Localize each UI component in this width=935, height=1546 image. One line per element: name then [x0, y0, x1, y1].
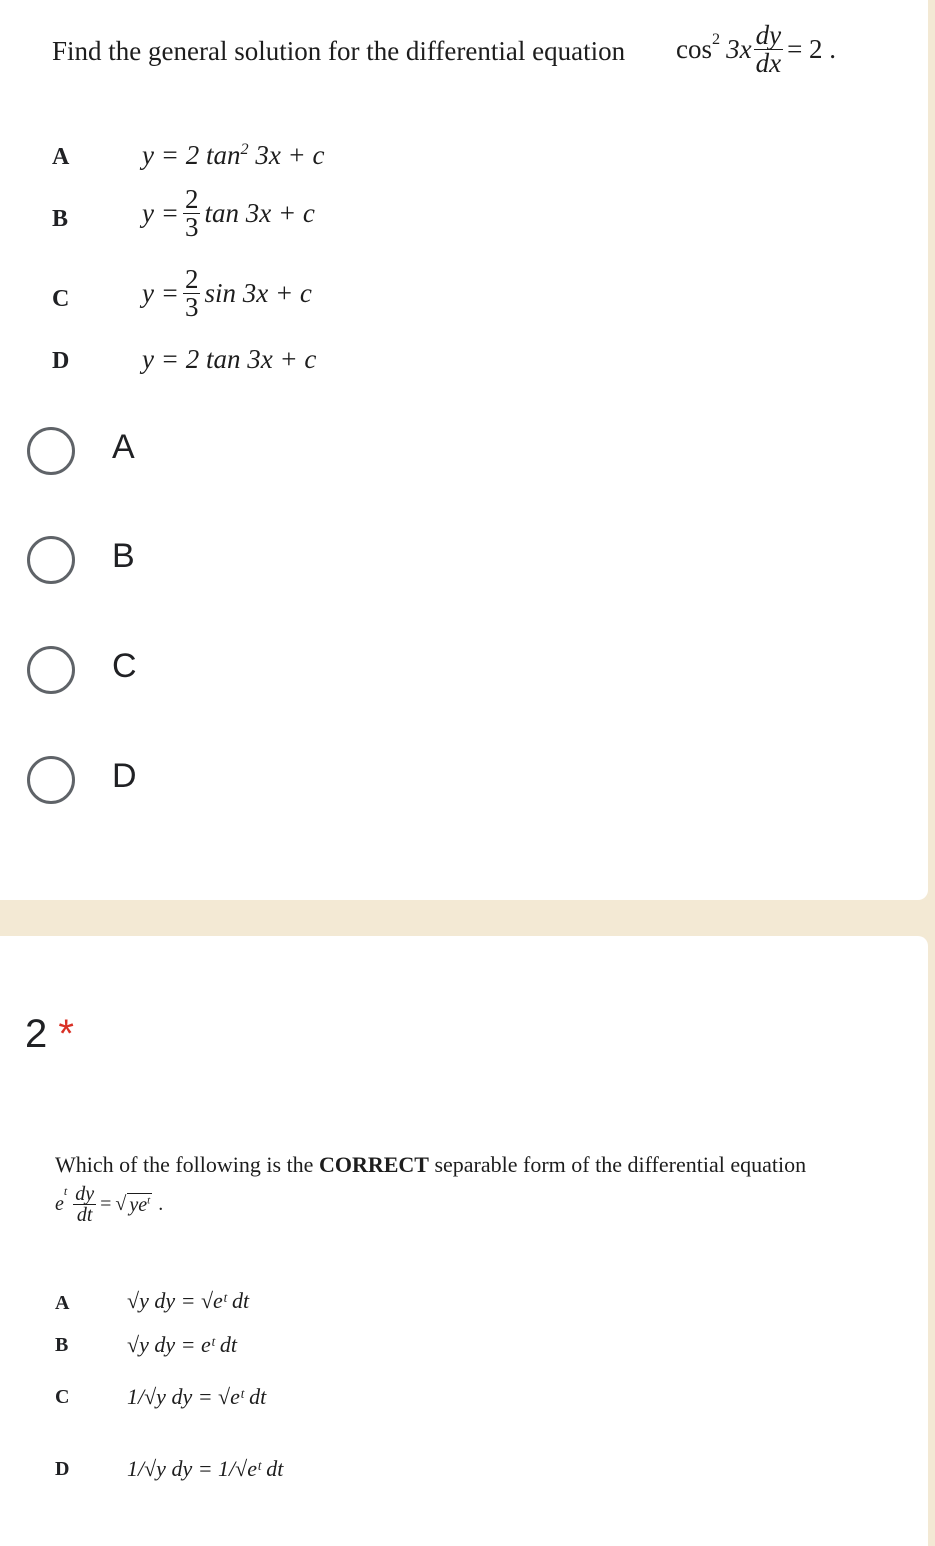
question-2-prompt: [55, 1152, 806, 1178]
eq2-fraction: [73, 1184, 96, 1225]
eq-cos: cos: [676, 34, 712, 64]
radio-label-b[interactable]: B: [112, 537, 135, 575]
option-a-letter: A: [52, 144, 70, 170]
question-number: 2: [25, 1012, 48, 1056]
eq-exp: 2: [712, 30, 721, 48]
option-a-expression: [142, 140, 325, 171]
question-2-title: [25, 1012, 74, 1057]
option-b-prefix: y =: [142, 198, 179, 228]
radio-choice-b[interactable]: [27, 536, 75, 584]
question-2-equation: e $^t$ $\frac{dy}{dt}$ = √ $ye^t$ .: [55, 1183, 164, 1226]
eq2-rad: ye: [129, 1193, 148, 1216]
question-1-equation: [676, 22, 836, 77]
q2-option-d-expression: 1/√y dy = 1/√eᵗ dt: [127, 1456, 284, 1481]
option-b-fraction: [183, 186, 201, 241]
option-b-expression: [142, 186, 315, 241]
option-c-letter: C: [52, 286, 70, 312]
option-b-den: 3: [184, 212, 199, 242]
option-a-exp: 2: [240, 140, 249, 158]
radio-label-d[interactable]: D: [112, 757, 137, 795]
option-a-prefix: y = 2 tan: [142, 140, 241, 170]
eq-dx: dx: [755, 48, 782, 78]
eq2-radical: [127, 1193, 152, 1217]
radio-choice-c[interactable]: [27, 646, 75, 694]
q2-option-b-letter: B: [55, 1334, 69, 1356]
eq-rhs: = 2 .: [787, 34, 837, 64]
q2-option-c-expression: 1/√y dy = √eᵗ dt: [127, 1384, 267, 1409]
option-c-suffix: sin 3x + c: [204, 278, 312, 308]
option-b-suffix: tan 3x + c: [204, 198, 315, 228]
q2-option-b-expression: √y dy = eᵗ dt: [127, 1332, 238, 1357]
prompt-bold: CORRECT: [318, 1152, 429, 1177]
radio-label-a[interactable]: A: [112, 428, 135, 466]
option-a-suffix: 3x + c: [255, 140, 325, 170]
eq-dy: dy: [755, 20, 782, 50]
question-card-2: [0, 936, 928, 1546]
option-b-num: 2: [184, 184, 199, 214]
option-d-letter: D: [52, 348, 70, 374]
prompt-post: separable form of the differential equation: [428, 1152, 807, 1177]
prompt-pre: Which of the following is the: [55, 1152, 319, 1177]
radio-choice-a[interactable]: [27, 427, 75, 475]
radio-label-c[interactable]: C: [112, 647, 137, 685]
q2-option-d-letter: D: [55, 1458, 70, 1480]
required-asterisk: *: [58, 1012, 74, 1056]
q2-option-a-letter: A: [55, 1292, 70, 1314]
eq-fraction: [754, 22, 783, 77]
eq2-dy: dy: [75, 1183, 95, 1205]
q2-option-c-letter: C: [55, 1386, 70, 1408]
option-b-letter: B: [52, 206, 69, 232]
q2-option-a-expression: √y dy = √eᵗ dt: [127, 1288, 250, 1313]
eq2-end: .: [158, 1193, 164, 1215]
option-d-expression: y = 2 tan 3x + c: [142, 344, 317, 374]
eq2-e: e: [55, 1193, 64, 1215]
option-c-num: 2: [184, 264, 199, 294]
eq2-rad-exp: t: [147, 1193, 151, 1206]
question-1-prompt: Find the general solution for the differential equation: [52, 36, 626, 66]
eq2-dt: dt: [76, 1204, 93, 1226]
option-c-fraction: [183, 266, 201, 321]
eq2-e-exp: t: [63, 1184, 68, 1198]
eq-arg: 3x: [726, 34, 752, 64]
radio-choice-d[interactable]: [27, 756, 75, 804]
option-c-prefix: y =: [142, 278, 179, 308]
option-c-den: 3: [184, 292, 199, 322]
option-c-expression: [142, 266, 312, 321]
eq2-equals: =: [100, 1193, 112, 1215]
